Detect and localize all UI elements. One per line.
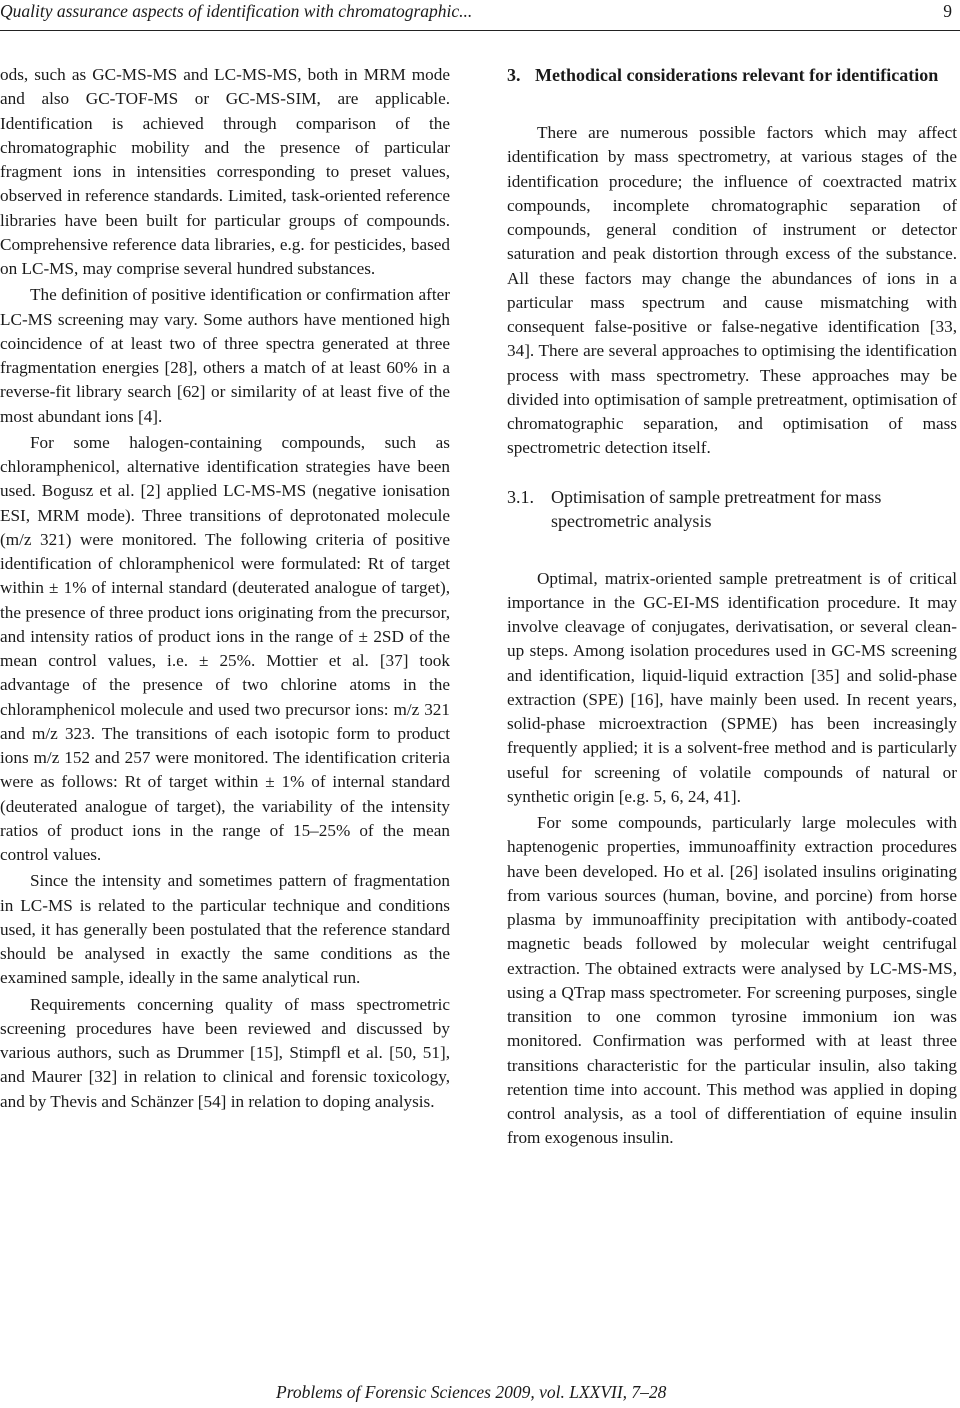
running-header <box>0 0 960 31</box>
body-paragraph: ods, such as GC-MS-MS and LC-MS-MS, both in MRM mode and also GC-TOF-MS or GC-MS-SIM, are applicable. Identification is achieved through comparison of the chromatographic mobility and the presence of particular fragment ions in intensities corresponding to preset values, observed in reference standards. Limited, task-oriented reference libraries have been built for particular groups of compounds. Comprehensive reference data libraries, e.g. for pesticides, based on LC-MS, may comprise several hundred substances. <box>0 65 450 278</box>
body-paragraph: The definition of positive identification or confirmation after LC-MS screening may vary. Some authors have mentioned high coincidence of at least two of three spectra generated at three fragmentation energies [28], others a match of at least 60% in a reverse-fit library search [62] or similarity of at least five of the most abundant ions [4]. <box>0 285 450 426</box>
body-paragraph: For some halogen-containing compounds, such as chloramphenicol, alternative identification strategies have been used. Bogusz et al. [2] applied LC-MS-MS (negative ionisation ESI, MRM mode). Three transitions of deprotonated molecule (m/z 321) were monitored. The following criteria of positive identification of chloramphenicol were formulated: Rt of target within ± 1% of internal standard (deuterated analogue of target), the presence of three product ions originating from the precursor, and intensity ratios of product ions in the range of ± 2SD of the mean control values, i.e. ± 25%. Mottier et al. [37] took advantage of the presence of two chlorine atoms in the chloramphenicol molecule and used two precursor ions: m/z 321 and m/z 323. The transitions of each isotopic form to product ions m/z 152 and 257 were monitored. The identification criteria were as follows: Rt of target within ± 1% of internal standard (deuterated analogue of target), the variability of the intensity ratios of product ions in the range of 15–25% of the mean control values. <box>0 432 450 864</box>
subsection-heading <box>507 485 957 533</box>
subsection-number: 3.1. <box>507 486 534 507</box>
section-title: Methodical considerations relevant for identification <box>535 65 939 85</box>
section-number: 3. <box>507 65 521 85</box>
subsection-title: Optimisation of sample pretreatment for mass spectrometric analysis <box>551 486 882 531</box>
body-paragraph: Optimal, matrix-oriented sample pretreatment is of critical importance in the GC-EI-MS identification procedure. It may involve cleavage of conjugates, derivatisation, or several clean-up steps. Among isolation procedures used in GC-MS screening and identification, liquid-liquid extraction [35] and solid-phase extraction (SPE) [16], have mainly been used. In recent years, solid-phase microextraction (SPME) has been increasingly frequently applied; it is a solvent-free method and is particularly useful for screening of volatile compounds of natural or synthetic origin [e.g. 5, 6, 24, 41]. <box>507 568 957 806</box>
right-column <box>507 63 957 1151</box>
body-paragraph: Since the intensity and sometimes pattern of fragmentation in LC-MS is related to the particular technique and conditions used, it has generally been postulated that the reference standard should be analysed in exactly the same conditions as the examined sample, ideally in the same analytical run. <box>0 871 450 988</box>
left-column <box>0 63 450 1114</box>
body-paragraph: For some compounds, particularly large molecules with haptenogenic properties, immunoaffinity extraction procedures have been developed. Ho et al. [26] isolated insulins originating from various sources (human, bovine, and porcine) from horse plasma by immunoaffinity precipitation with antibody-coated magnetic beads followed by molecular weight centrifugal extraction. The obtained extracts were analysed by LC-MS-MS, using a QTrap mass spectrometer. For screening purposes, single transition to one common tyrosine immonium ion was monitored. Confirmation was performed with at least three transitions characteristic for the particular insulin, also taking retention time into account. This method was applied in doping control analysis, as a tool of differentiation of equine insulin from exogenous insulin. <box>507 813 957 1148</box>
journal-footer: Problems of Forensic Sciences 2009, vol. LXXVII, 7–28 <box>276 1382 667 1402</box>
running-title: Quality assurance aspects of identification with chromatographic... <box>0 1 473 21</box>
body-paragraph: There are numerous possible factors which may affect identification by mass spectrometry, at various stages of the identification procedure; the influence of coextracted matrix compounds, incomplete chromatographic separation of compounds, general condition of instrument or detector saturation and peak distortion through excess of the substance. All these factors may change the abundances of ions in a particular mass spectrum and cause mismatching with consequent false-positive or false-negative identification [33, 34]. There are several approaches to optimising the identification process with mass spectrometry. These approaches may be divided into optimisation of sample pretreatment, optimisation of chromatographic separation, and optimisation of mass spectrometric detection itself. <box>507 123 957 458</box>
section-heading <box>507 63 957 87</box>
body-paragraph: Requirements concerning quality of mass spectrometric screening procedures have been reviewed and discussed by various authors, such as Drummer [15], Stimpfl et al. [50, 51], and Maurer [32] in relation to clinical and forensic toxicology, and by Thevis and Schänzer [54] in relation to doping analysis. <box>0 994 450 1111</box>
page-number: 9 <box>943 1 952 21</box>
